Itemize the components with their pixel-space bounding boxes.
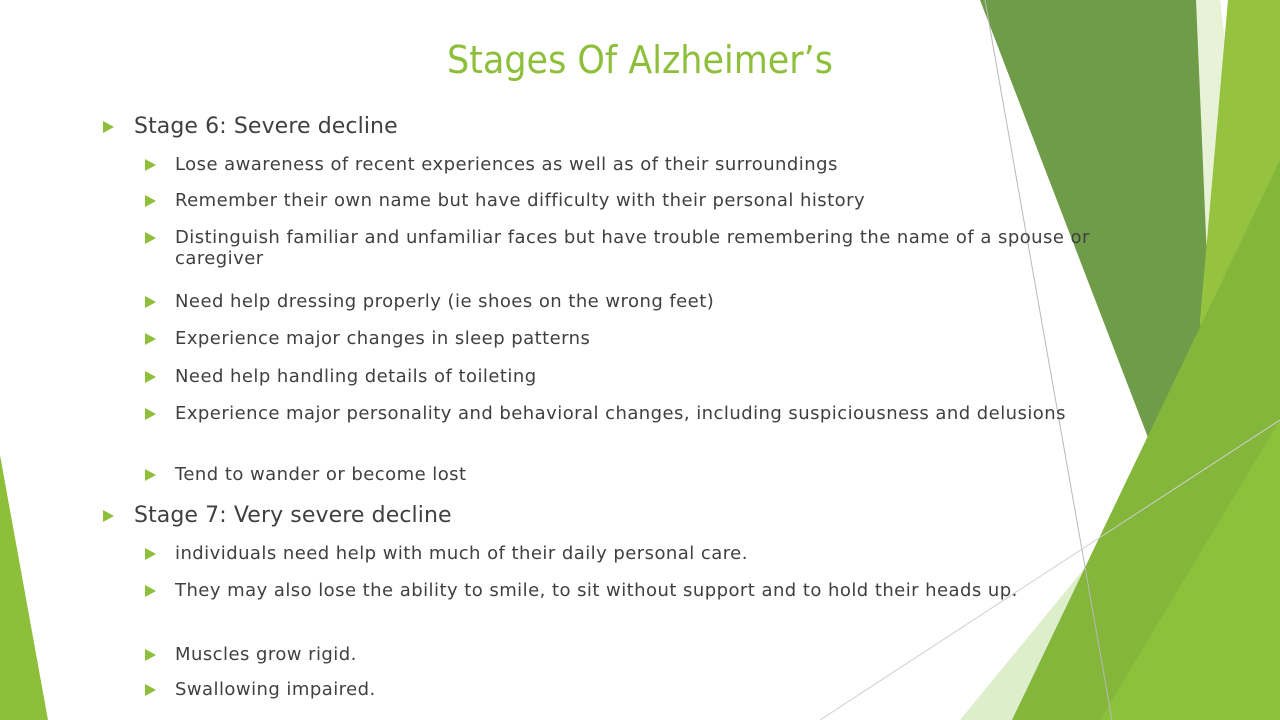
stage-7-item: individuals need help with much of their daily personal care. — [145, 543, 1155, 564]
triangle-bullet-icon — [145, 408, 156, 420]
stage-6-heading: Stage 6: Severe decline — [103, 114, 398, 140]
bullet-list — [103, 110, 1183, 710]
triangle-bullet-icon — [145, 159, 156, 171]
stage-7-item: They may also lose the ability to smile, to sit without support and to hold their heads up. — [145, 580, 1155, 601]
slide-title: Stages Of Alzheimer’s — [447, 38, 833, 82]
stage-7-heading: Stage 7: Very severe decline — [103, 503, 452, 529]
triangle-bullet-icon — [145, 296, 156, 308]
triangle-bullet-icon — [145, 585, 156, 597]
stage-6-item: Tend to wander or become lost — [145, 464, 1155, 485]
stage-6-item: Distinguish familiar and unfamiliar faces but have trouble remembering the name of a spouse or caregiver — [145, 227, 1155, 269]
stage-6-item: Experience major personality and behavioral changes, including suspiciousness and delusions — [145, 403, 1155, 424]
triangle-bullet-icon — [145, 548, 156, 560]
triangle-bullet-icon — [145, 371, 156, 383]
stage-6-item: Remember their own name but have difficulty with their personal history — [145, 190, 1155, 211]
stage-6-item: Need help handling details of toileting — [145, 366, 1155, 387]
stage-6-item: Lose awareness of recent experiences as well as of their surroundings — [145, 154, 1155, 175]
stage-7-item: Muscles grow rigid. — [145, 644, 1155, 665]
triangle-bullet-icon — [145, 469, 156, 481]
left-green-sliver — [0, 455, 48, 720]
stage-6-item: Need help dressing properly (ie shoes on the wrong feet) — [145, 291, 1155, 312]
triangle-bullet-icon — [145, 195, 156, 207]
triangle-bullet-icon — [103, 121, 114, 133]
triangle-bullet-icon — [145, 333, 156, 345]
triangle-bullet-icon — [145, 649, 156, 661]
triangle-bullet-icon — [103, 510, 114, 522]
triangle-bullet-icon — [145, 684, 156, 696]
triangle-bullet-icon — [145, 232, 156, 244]
stage-6-item: Experience major changes in sleep patterns — [145, 328, 1155, 349]
stage-7-item: Swallowing impaired. — [145, 679, 1155, 700]
